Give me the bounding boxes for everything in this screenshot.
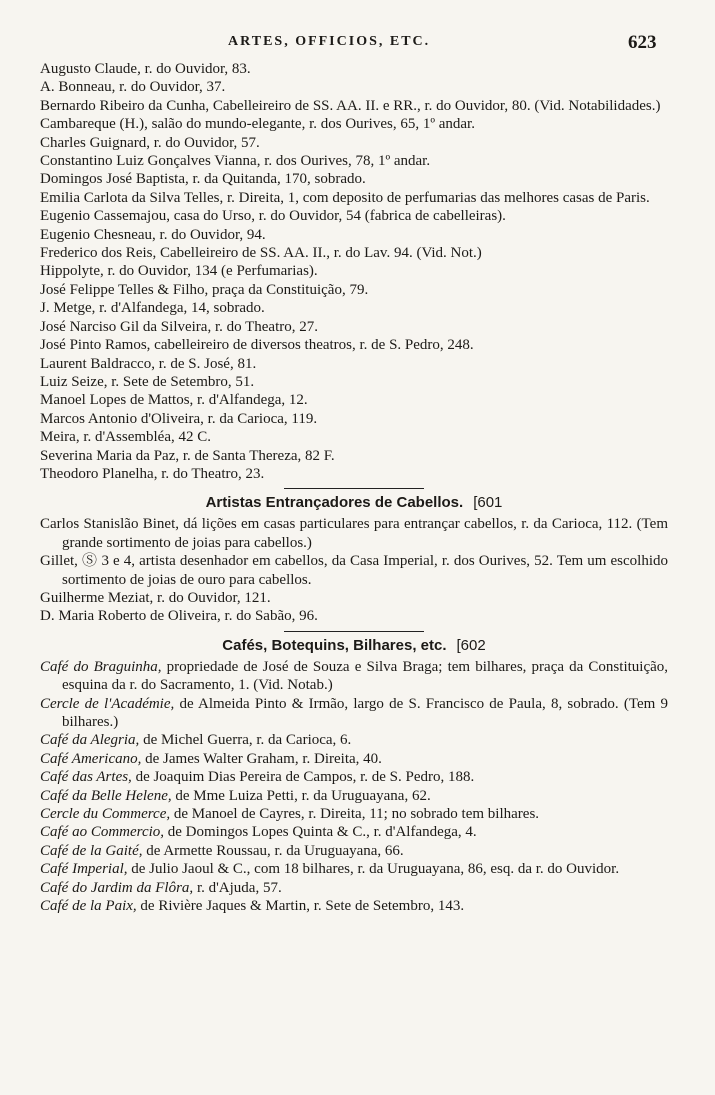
- cafe-name: Café do Braguinha,: [40, 658, 162, 675]
- directory-entry: Carlos Stanislão Binet, dá lições em casas particulares para entrançar cabellos, r. da Carioca, 112. (Tem grande sortimento de joias para cabellos.): [40, 516, 668, 551]
- cabelleireiros-list: [40, 60, 668, 483]
- cafe-name: Café de la Paix,: [40, 898, 137, 915]
- section-number: [602: [456, 636, 486, 654]
- cafe-name: Café da Belle Helene,: [40, 787, 172, 804]
- section-heading-entrancadores: [40, 493, 668, 512]
- cafe-entry: [40, 879, 668, 897]
- directory-entry: Manoel Lopes de Mattos, r. d'Alfandega, 12.: [40, 392, 308, 409]
- directory-entry: José Narciso Gil da Silveira, r. do Theatro, 27.: [40, 318, 318, 335]
- running-title: ARTES, OFFICIOS, ETC.: [228, 34, 431, 49]
- running-head: [0, 34, 715, 56]
- cafe-entry: [40, 860, 668, 878]
- cafe-entry: [40, 897, 668, 915]
- section-divider: [284, 631, 424, 632]
- directory-entry: A. Bonneau, r. do Ouvidor, 37.: [40, 79, 226, 96]
- directory-entry: Meira, r. d'Assembléa, 42 C.: [40, 429, 212, 446]
- section-divider: [284, 488, 424, 489]
- directory-entry: Laurent Baldracco, r. de S. José, 81.: [40, 355, 257, 372]
- cafe-entry: [40, 787, 668, 805]
- directory-entry: José Pinto Ramos, cabelleireiro de diversos theatros, r. de S. Pedro, 248.: [40, 337, 474, 354]
- cafe-details: de Manoel de Cayres, r. Direita, 11; no sobrado tem bilhares.: [170, 806, 540, 823]
- directory-entry: Gillet, Ⓢ 3 e 4, artista desenhador em cabellos, da Casa Imperial, r. dos Ourives, 52. Tem um escolhido sortimento de joias de ouro para cabellos.: [40, 553, 668, 588]
- cafe-entry: [40, 731, 668, 749]
- directory-entry: Bernardo Ribeiro da Cunha, Cabelleireiro de SS. AA. II. e RR., r. do Ouvidor, 80. (Vid. Notabilidades.): [40, 97, 661, 114]
- cafe-details: r. d'Ajuda, 57.: [193, 879, 282, 896]
- cafe-name: Café das Artes,: [40, 769, 132, 786]
- entrancadores-list: [40, 515, 668, 625]
- cafe-name: Café ao Commercio,: [40, 824, 165, 841]
- cafes-list: [40, 658, 668, 916]
- directory-entry: Cambareque (H.), salão do mundo-elegante, r. dos Ourives, 65, 1º andar.: [40, 116, 475, 133]
- directory-entry: Constantino Luiz Gonçalves Vianna, r. dos Ourives, 78, 1º andar.: [40, 153, 431, 170]
- section-title: Cafés, Botequins, Bilhares, etc.: [222, 636, 447, 654]
- cafe-details: de Michel Guerra, r. da Carioca, 6.: [139, 732, 352, 749]
- cafe-details: de Almeida Pinto & Irmão, largo de S. Francisco de Paula, 8, sobrado. (Tem 9 bilhares.): [62, 695, 668, 730]
- cafe-details: de Joaquim Dias Pereira de Campos, r. de S. Pedro, 188.: [131, 769, 475, 786]
- cafe-name: Café da Alegria,: [40, 732, 140, 749]
- directory-entry: Augusto Claude, r. do Ouvidor, 83.: [40, 61, 251, 77]
- cafe-entry: [40, 842, 668, 860]
- cafe-entry: [40, 805, 668, 823]
- cafe-details: propriedade de José de Souza e Silva Braga; tem bilhares, praça da Constituição, esquina da r. do Sacramento, 1. (Vid. Notab.): [62, 658, 669, 694]
- page-number: 623: [628, 32, 657, 53]
- cafe-name: Café Americano,: [40, 750, 142, 767]
- cafe-details: de Armette Roussau, r. da Uruguayana, 66.: [142, 842, 404, 859]
- directory-entry: Hippolyte, r. do Ouvidor, 134 (e Perfumarias).: [40, 263, 318, 280]
- directory-entry: Guilherme Meziat, r. do Ouvidor, 121.: [40, 589, 271, 606]
- directory-entry: Theodoro Planelha, r. do Theatro, 23.: [40, 465, 265, 482]
- directory-entry: Luiz Seize, r. Sete de Setembro, 51.: [40, 373, 255, 390]
- cafe-details: de Mme Luiza Petti, r. da Uruguayana, 62.: [171, 787, 431, 804]
- cafe-name: Cercle du Commerce,: [40, 806, 171, 823]
- cafe-details: de Domingos Lopes Quinta & C., r. d'Alfandega, 4.: [164, 824, 477, 841]
- directory-entry: Severina Maria da Paz, r. de Santa Thereza, 82 F.: [40, 447, 335, 464]
- directory-entry: Eugenio Chesneau, r. do Ouvidor, 94.: [40, 226, 266, 243]
- cafe-name: Cercle de l'Académie,: [40, 695, 175, 712]
- directory-entry: Frederico dos Reis, Cabelleireiro de SS. AA. II., r. do Lav. 94. (Vid. Not.): [40, 245, 482, 262]
- cafe-name: Café do Jardim da Flôra,: [40, 879, 194, 896]
- cafe-name: Café de la Gaité,: [40, 842, 143, 859]
- directory-entry: Charles Guignard, r. do Ouvidor, 57.: [40, 134, 260, 151]
- cafe-entry: [40, 823, 668, 841]
- text-column: [40, 60, 668, 915]
- directory-entry: J. Metge, r. d'Alfandega, 14, sobrado.: [40, 300, 265, 317]
- cafe-details: de James Walter Graham, r. Direita, 40.: [141, 750, 382, 767]
- directory-entry: Eugenio Cassemajou, casa do Urso, r. do Ouvidor, 54 (fabrica de cabelleiras).: [40, 208, 506, 225]
- directory-entry: Domingos José Baptista, r. da Quitanda, 170, sobrado.: [40, 171, 366, 188]
- directory-entry: Emilia Carlota da Silva Telles, r. Direita, 1, com deposito de perfumarias das melhores casas de Paris.: [40, 189, 650, 206]
- cafe-details: de Julio Jaoul & C., com 18 bilhares, r. da Uruguayana, 86, esq. da r. do Ouvidor.: [127, 861, 620, 878]
- cafe-entry: [40, 658, 668, 695]
- directory-entry: José Felippe Telles & Filho, praça da Constituição, 79.: [40, 281, 369, 298]
- directory-entry: D. Maria Roberto de Oliveira, r. do Sabão, 96.: [40, 608, 318, 625]
- cafe-name: Café Imperial,: [40, 861, 128, 878]
- cafe-details: de Rivière Jaques & Martin, r. Sete de Setembro, 143.: [136, 898, 465, 915]
- cafe-entry: [40, 750, 668, 768]
- cafe-entry: [40, 695, 668, 732]
- cafe-entry: [40, 768, 668, 786]
- directory-entry: Marcos Antonio d'Oliveira, r. da Carioca, 119.: [40, 410, 318, 427]
- section-heading-cafes: [40, 636, 668, 655]
- section-number: [601: [473, 494, 503, 512]
- section-title: Artistas Entrançadores de Cabellos.: [205, 494, 464, 512]
